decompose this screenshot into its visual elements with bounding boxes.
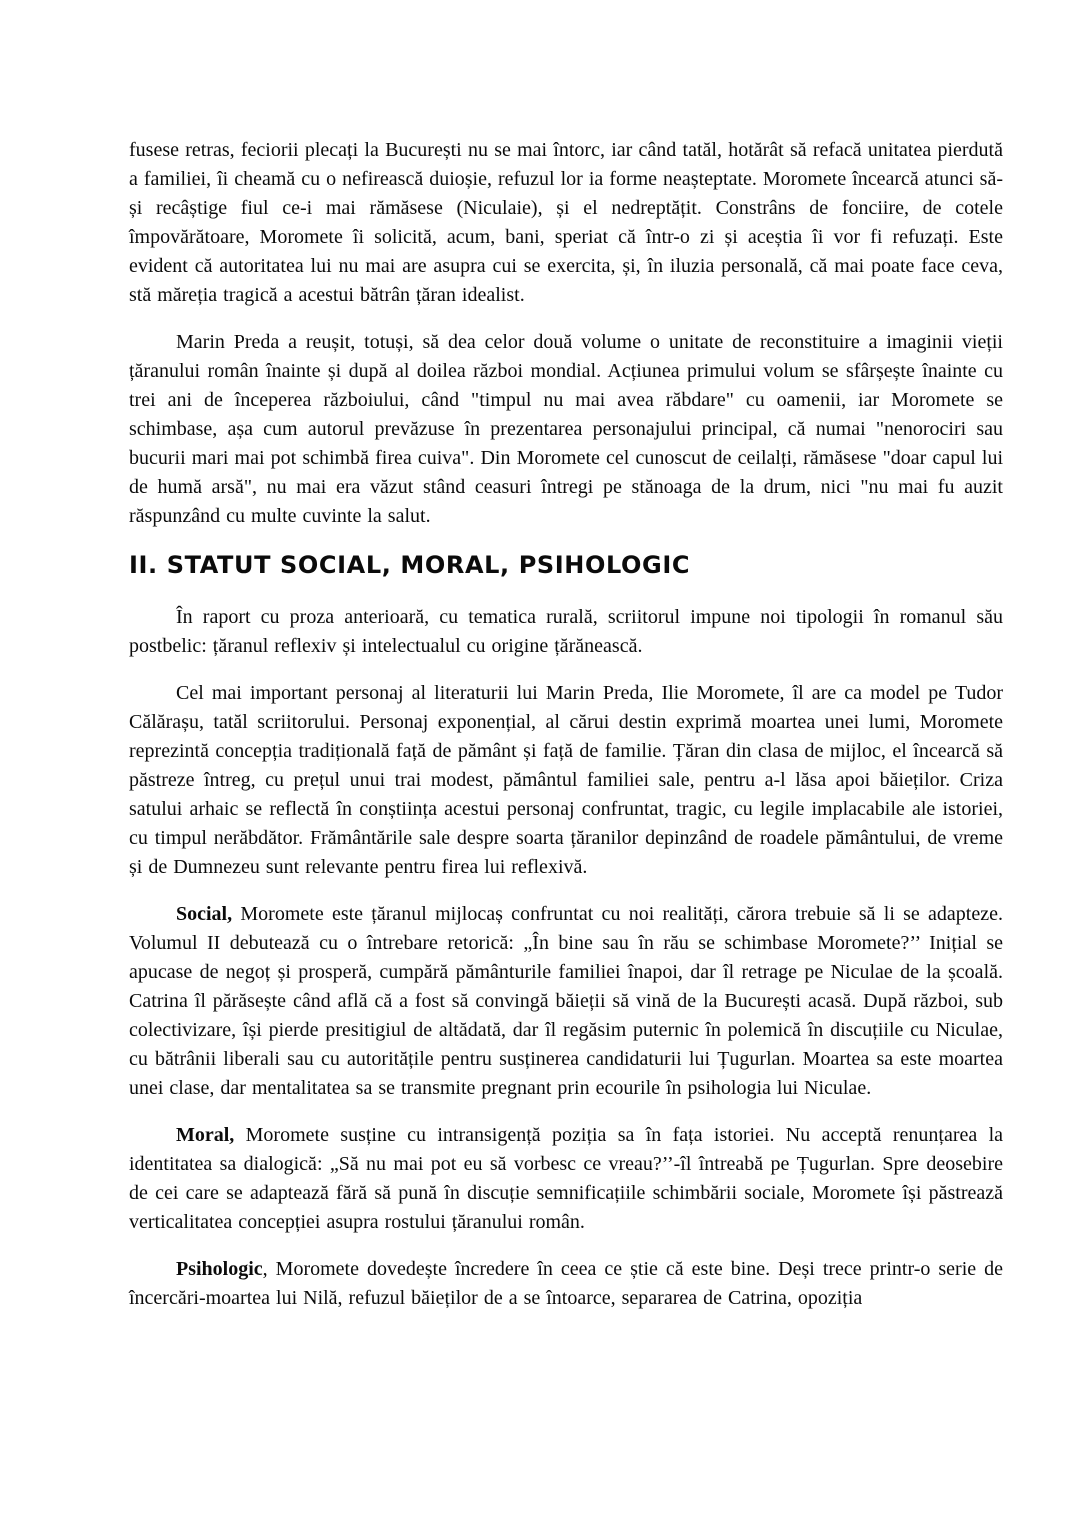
paragraph-text: În raport cu proza anterioară, cu tematica rurală, scriitorul impune noi tipologii în romanul său postbelic: țăranul reflexiv și intelectualul cu origine țărănească. xyxy=(129,606,1003,657)
paragraph-text: fusese retras, feciorii plecați la București nu se mai întorc, iar când tatăl, hotărât să refacă unitatea pierdută a familiei, îi cheamă cu o nefirească duioșie, refuzul lor ia forme neașteptate. Moromete încearcă atunci să-și recâștige fiul ce-i mai rămăsese (Niculaie), și el nedreptățit. Constrâns de fonciire, de cotele împovărătoare, Moromete îi solicită, acum, bani, speriat că într-o zi și aceștia îi vor fi refuzați. Este evident că autoritatea lui nu mai are asupra cui se exercita, și, în iluzia personală, că mai poate face ceva, stă măreția tragică a acestui bătrân țăran idealist. xyxy=(129,139,1003,306)
paragraph xyxy=(129,679,1003,882)
paragraph-lead-social: Social, xyxy=(176,903,233,925)
paragraph-lead-moral: Moral, xyxy=(176,1124,235,1146)
paragraph-text: Moromete susține cu intransigență poziția sa în fața istoriei. Nu acceptă renunțarea la identitatea sa dialogică: „Să nu mai pot eu să vorbesc ce vreau?’’-îl întreabă pe Țugurlan. Spre deosebire de cei care se adaptează fără să pună în discuție semnificațiile schimbării sociale, Moromete își păstrează verticalitatea concepției asupra rostului țăranului român. xyxy=(129,1124,1003,1233)
paragraph-lead-psihologic: Psihologic xyxy=(176,1258,263,1280)
paragraph-text: Moromete este țăranul mijlocaș confruntat cu noi realități, cărora trebuie să li se adapteze. Volumul II debutează cu o întrebare retorică: „În bine sau în rău se schimbase Moromete?’’ Inițial se apucase de negoț și prosperă, cumpără pământurile familiei înapoi, dar îl retrage pe Niculae de la școală. Catrina îl părăsește când află că a fost să convingă băieții să vină de la București acasă. După război, sub colectivizare, își pierde presitigiul de altădată, dar îl regăsim puternic în polemică în discuțiile cu Niculae, cu bătrânii liberali sau cu autoritățile pentru susținerea candidaturii lui Țugurlan. Moartea sa este moartea unei clase, dar mentalitatea sa se transmite pregnant prin ecourile în psihologia lui Niculae. xyxy=(129,903,1003,1099)
paragraph xyxy=(129,1255,1003,1313)
paragraph xyxy=(129,900,1003,1103)
paragraph xyxy=(129,1121,1003,1237)
paragraph-text: , Moromete dovedește încredere în ceea ce știe că este bine. Deși trece printr-o serie de încercări-moartea lui Nilă, refuzul băieților de a se întoarce, separarea de Catrina, opoziția xyxy=(129,1258,1003,1309)
section-heading: II. STATUT SOCIAL, MORAL, PSIHOLOGIC xyxy=(129,551,691,579)
paragraph-text: Cel mai important personaj al literaturii lui Marin Preda, Ilie Moromete, îl are ca model pe Tudor Călărașu, tatăl scriitorului. Personaj exponențial, al cărui destin exprimă moartea unei lumi, Moromete reprezintă concepția tradițională față de pământ și față de familie. Țăran din clasa de mijloc, el încearcă să păstreze întreg, cu prețul unui trai modest, pământul familiei sale, pentru a-l lăsa apoi băieților. Criza satului arhaic se reflectă în conștiința acestui personaj confruntat, tragic, cu legile implacabile ale istoriei, cu timpul nerăbdător. Frământările sale despre soarta țăranilor depinzând de roadele pământului, de vreme și de Dumnezeu sunt relevante pentru firea lui reflexivă. xyxy=(129,682,1003,878)
paragraph xyxy=(129,603,1003,661)
paragraph-text: Marin Preda a reușit, totuși, să dea celor două volume o unitate de reconstituire a imaginii vieții țăranului român înainte și după al doilea război mondial. Acțiunea primului volum se sfârșește înainte cu trei ani de începerea războiului, când "timpul nu mai avea răbdare" cu oamenii, iar Moromete se schimbase, așa cum autorul prevăzuse în prezentarea personajului principal, că numai "nenorociri sau bucurii mari mai pot schimbă firea cuiva". Din Moromete cel cunoscut de ceilalți, rămăsese "doar capul lui de humă arsă", nu mai era văzut stând ceasuri întregi pe stănoaga de la drum, nici "nu mai fu auzit răspunzând cu multe cuvinte la salut. xyxy=(129,331,1003,527)
paragraph xyxy=(129,136,1003,310)
paragraph xyxy=(129,328,1003,531)
